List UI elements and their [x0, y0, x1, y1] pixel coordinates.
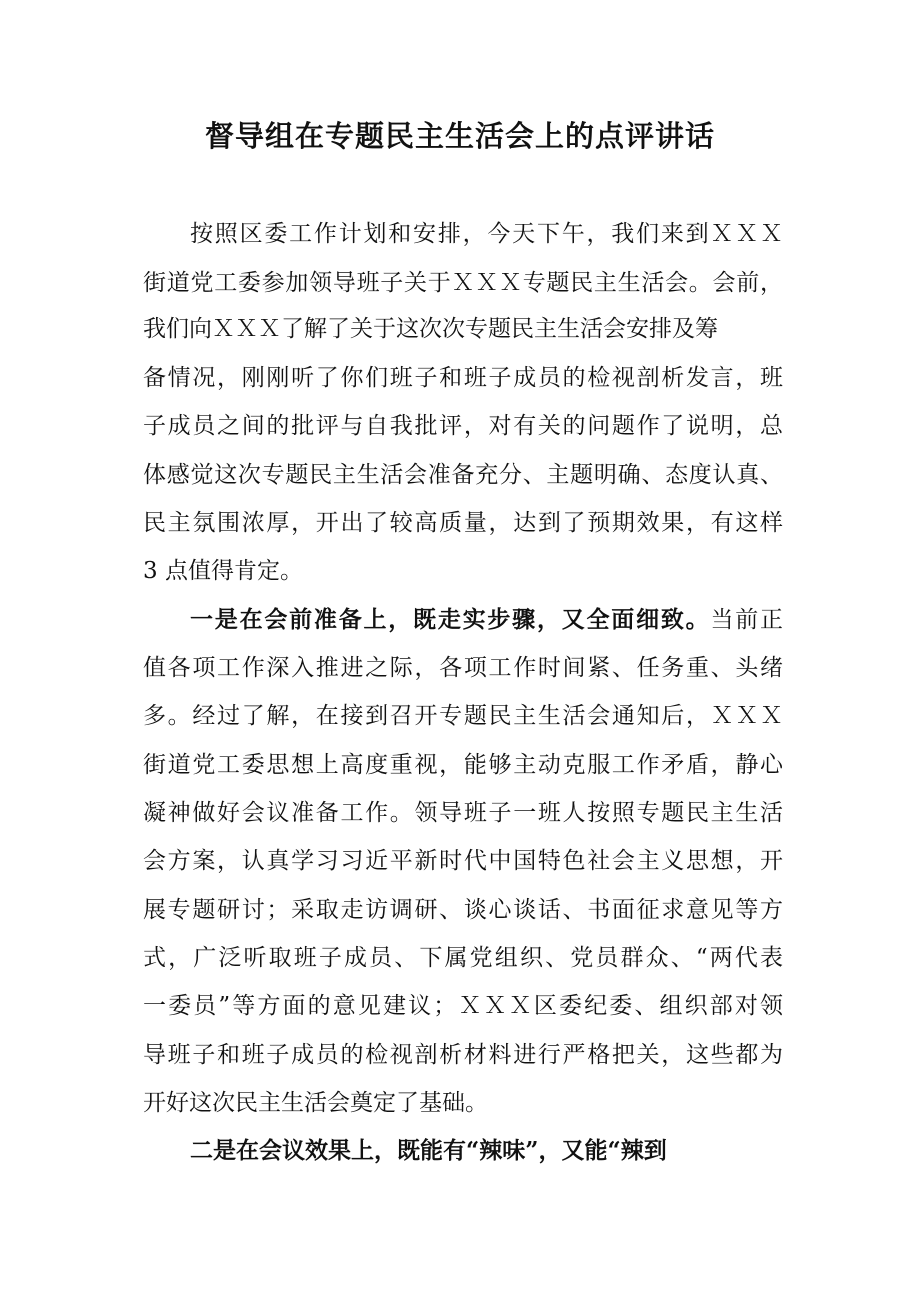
paragraph-2-lead-rest: 当前正 [710, 607, 784, 633]
paragraph-1-line-6: 体感觉这次专题民主生活会准备充分、主题明确、态度认真、 [143, 462, 783, 488]
paragraph-1-line-2: 街道党工委参加领导班子关于ＸＸＸ专题民主生活会。会前， [143, 270, 783, 296]
paragraph-2-line-11: 开好这次民主生活会奠定了基础。 [143, 1090, 488, 1116]
paragraph-1-line-1: 按照区委工作计划和安排，今天下午，我们来到ＸＸＸ [190, 221, 783, 247]
paragraph-2-line-2: 值各项工作深入推进之际，各项工作时间紧、任务重、头绪 [143, 655, 783, 681]
paragraph-2-line-9: 一委员”等方面的意见建议；ＸＸＸ区委纪委、组织部对领 [143, 993, 783, 1019]
paragraph-2-line-1 [190, 598, 783, 642]
paragraph-1-line-8: 3 点值得肯定。 [143, 558, 303, 584]
paragraph-1-line-7: 民主氛围浓厚，开出了较高质量，达到了预期效果，有这样 [143, 510, 783, 536]
paragraph-2-line-8: 式，广泛听取班子成员、下属党组织、党员群众、“两代表 [143, 945, 783, 971]
paragraph-2-lead-bold: 一是在会前准备上，既走实步骤，又全面细致。 [190, 606, 711, 633]
paragraph-2-line-4: 街道党工委思想上高度重视，能够主动克服工作矛盾，静心 [143, 752, 783, 778]
paragraph-3-line-1: 二是在会议效果上，既能有“辣味”，又能“辣到 [190, 1137, 667, 1164]
paragraph-2-line-3: 多。经过了解，在接到召开专题民主生活会通知后，ＸＸＸ [143, 703, 783, 729]
paragraph-2-line-7: 展专题研讨；采取走访调研、谈心谈话、书面征求意见等方 [143, 897, 783, 923]
paragraph-1-line-3: 我们向ＸＸＸ了解了关于这次次专题民主生活会安排及筹 [143, 316, 718, 342]
paragraph-1-line-5: 子成员之间的批评与自我批评，对有关的问题作了说明，总 [143, 413, 783, 439]
document-title: 督导组在专题民主生活会上的点评讲话 [204, 119, 715, 153]
paragraph-2-line-10: 导班子和班子成员的检视剖析材料进行严格把关，这些都为 [143, 1042, 783, 1068]
paragraph-2-line-5: 凝神做好会议准备工作。领导班子一班人按照专题民主生活 [143, 800, 783, 826]
paragraph-1-line-4: 备情况，刚刚听了你们班子和班子成员的检视剖析发言，班 [143, 365, 783, 391]
paragraph-2-line-6: 会方案，认真学习习近平新时代中国特色社会主义思想，开 [143, 848, 783, 874]
